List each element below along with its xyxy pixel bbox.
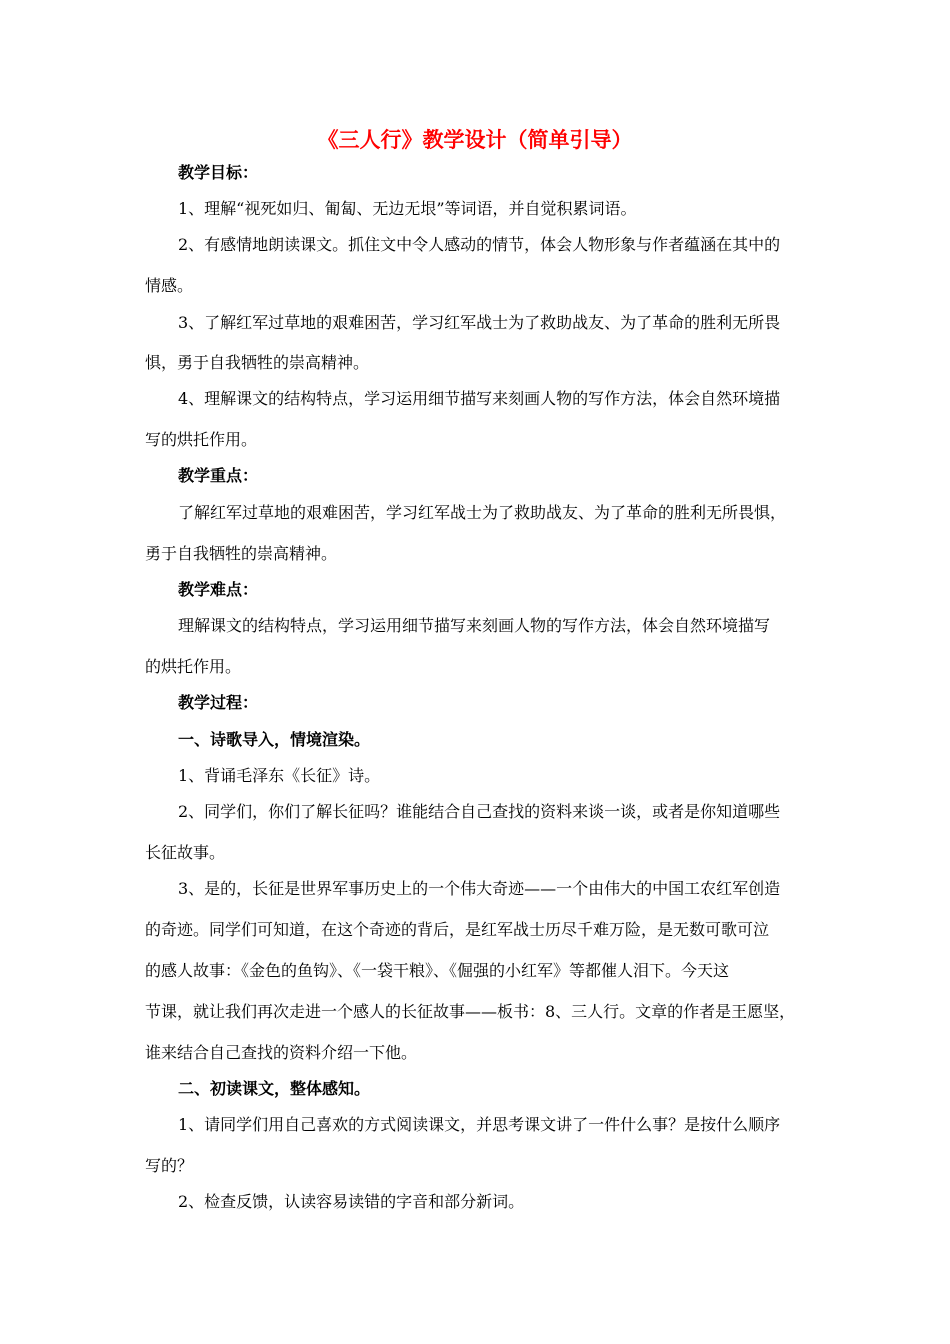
section-1-item-3-line-3: 的感人故事：《金色的鱼钩》、《一袋干粮》、《倔强的小红军》等都催人泪下。今天这 (145, 961, 730, 980)
objective-item-2-line-1: 2、有感情地朗读课文。抓住文中令人感动的情节，体会人物形象与作者蕴涵在其中的 (178, 235, 781, 254)
objective-item-4-line-1: 4、理解课文的结构特点，学习运用细节描写来刻画人物的写作方法，体会自然环境描 (178, 389, 781, 408)
section-1-item-2-line-2: 长征故事。 (145, 843, 226, 862)
difficulties-line-1: 理解课文的结构特点，学习运用细节描写来刻画人物的写作方法，体会自然环境描写 (178, 616, 771, 635)
section-2-item-1-line-2: 写的？ (145, 1156, 194, 1175)
section-1-item-2-line-1: 2、同学们，你们了解长征吗？谁能结合自己查找的资料来谈一谈，或者是你知道哪些 (178, 802, 781, 821)
section-1-item-1: 1、背诵毛泽东《长征》诗。 (178, 766, 381, 785)
objective-item-3-line-2: 惧，勇于自我牺牲的崇高精神。 (145, 353, 370, 372)
section-1-item-3-line-1: 3、是的，长征是世界军事历史上的一个伟大奇迹——一个由伟大的中国工农红军创造 (178, 879, 781, 898)
document-title: 《三人行》教学设计（简单引导） (317, 128, 633, 152)
section-2-heading: 二、初读课文，整体感知。 (178, 1079, 371, 1098)
objective-item-2-line-2: 情感。 (145, 276, 194, 295)
process-heading: 教学过程： (178, 693, 259, 712)
section-1-item-3-line-5: 谁来结合自己查找的资料介绍一下他。 (145, 1043, 418, 1062)
objective-item-4-line-2: 写的烘托作用。 (145, 430, 258, 449)
section-1-item-3-line-2: 的奇迹。同学们可知道，在这个奇迹的背后，是红军战士历尽千难万险，是无数可歌可泣 (145, 920, 770, 939)
objective-item-3-line-1: 3、了解红军过草地的艰难困苦，学习红军战士为了救助战友、为了革命的胜利无所畏 (178, 313, 781, 332)
section-1-heading: 一、诗歌导入，情境渲染。 (178, 730, 371, 749)
section-1-item-3-line-4: 节课，就让我们再次走进一个感人的长征故事——板书：8、三人行。文章的作者是王愿坚， (145, 1002, 796, 1021)
key-points-heading: 教学重点： (178, 466, 259, 485)
section-2-item-1-line-1: 1、请同学们用自己喜欢的方式阅读课文，并思考课文讲了一件什么事？是按什么顺序 (178, 1115, 781, 1134)
difficulties-heading: 教学难点： (178, 580, 259, 599)
key-points-line-1: 了解红军过草地的艰难困苦，学习红军战士为了救助战友、为了革命的胜利无所畏惧， (178, 503, 787, 522)
key-points-line-2: 勇于自我牺牲的崇高精神。 (145, 544, 338, 563)
section-2-item-2: 2、检查反馈，认读容易读错的字音和部分新词。 (178, 1192, 525, 1211)
objective-item-1: 1、理解“视死如归、匍匐、无边无垠”等词语，并自觉积累词语。 (178, 199, 637, 218)
objectives-heading: 教学目标： (178, 163, 259, 182)
difficulties-line-2: 的烘托作用。 (145, 657, 242, 676)
